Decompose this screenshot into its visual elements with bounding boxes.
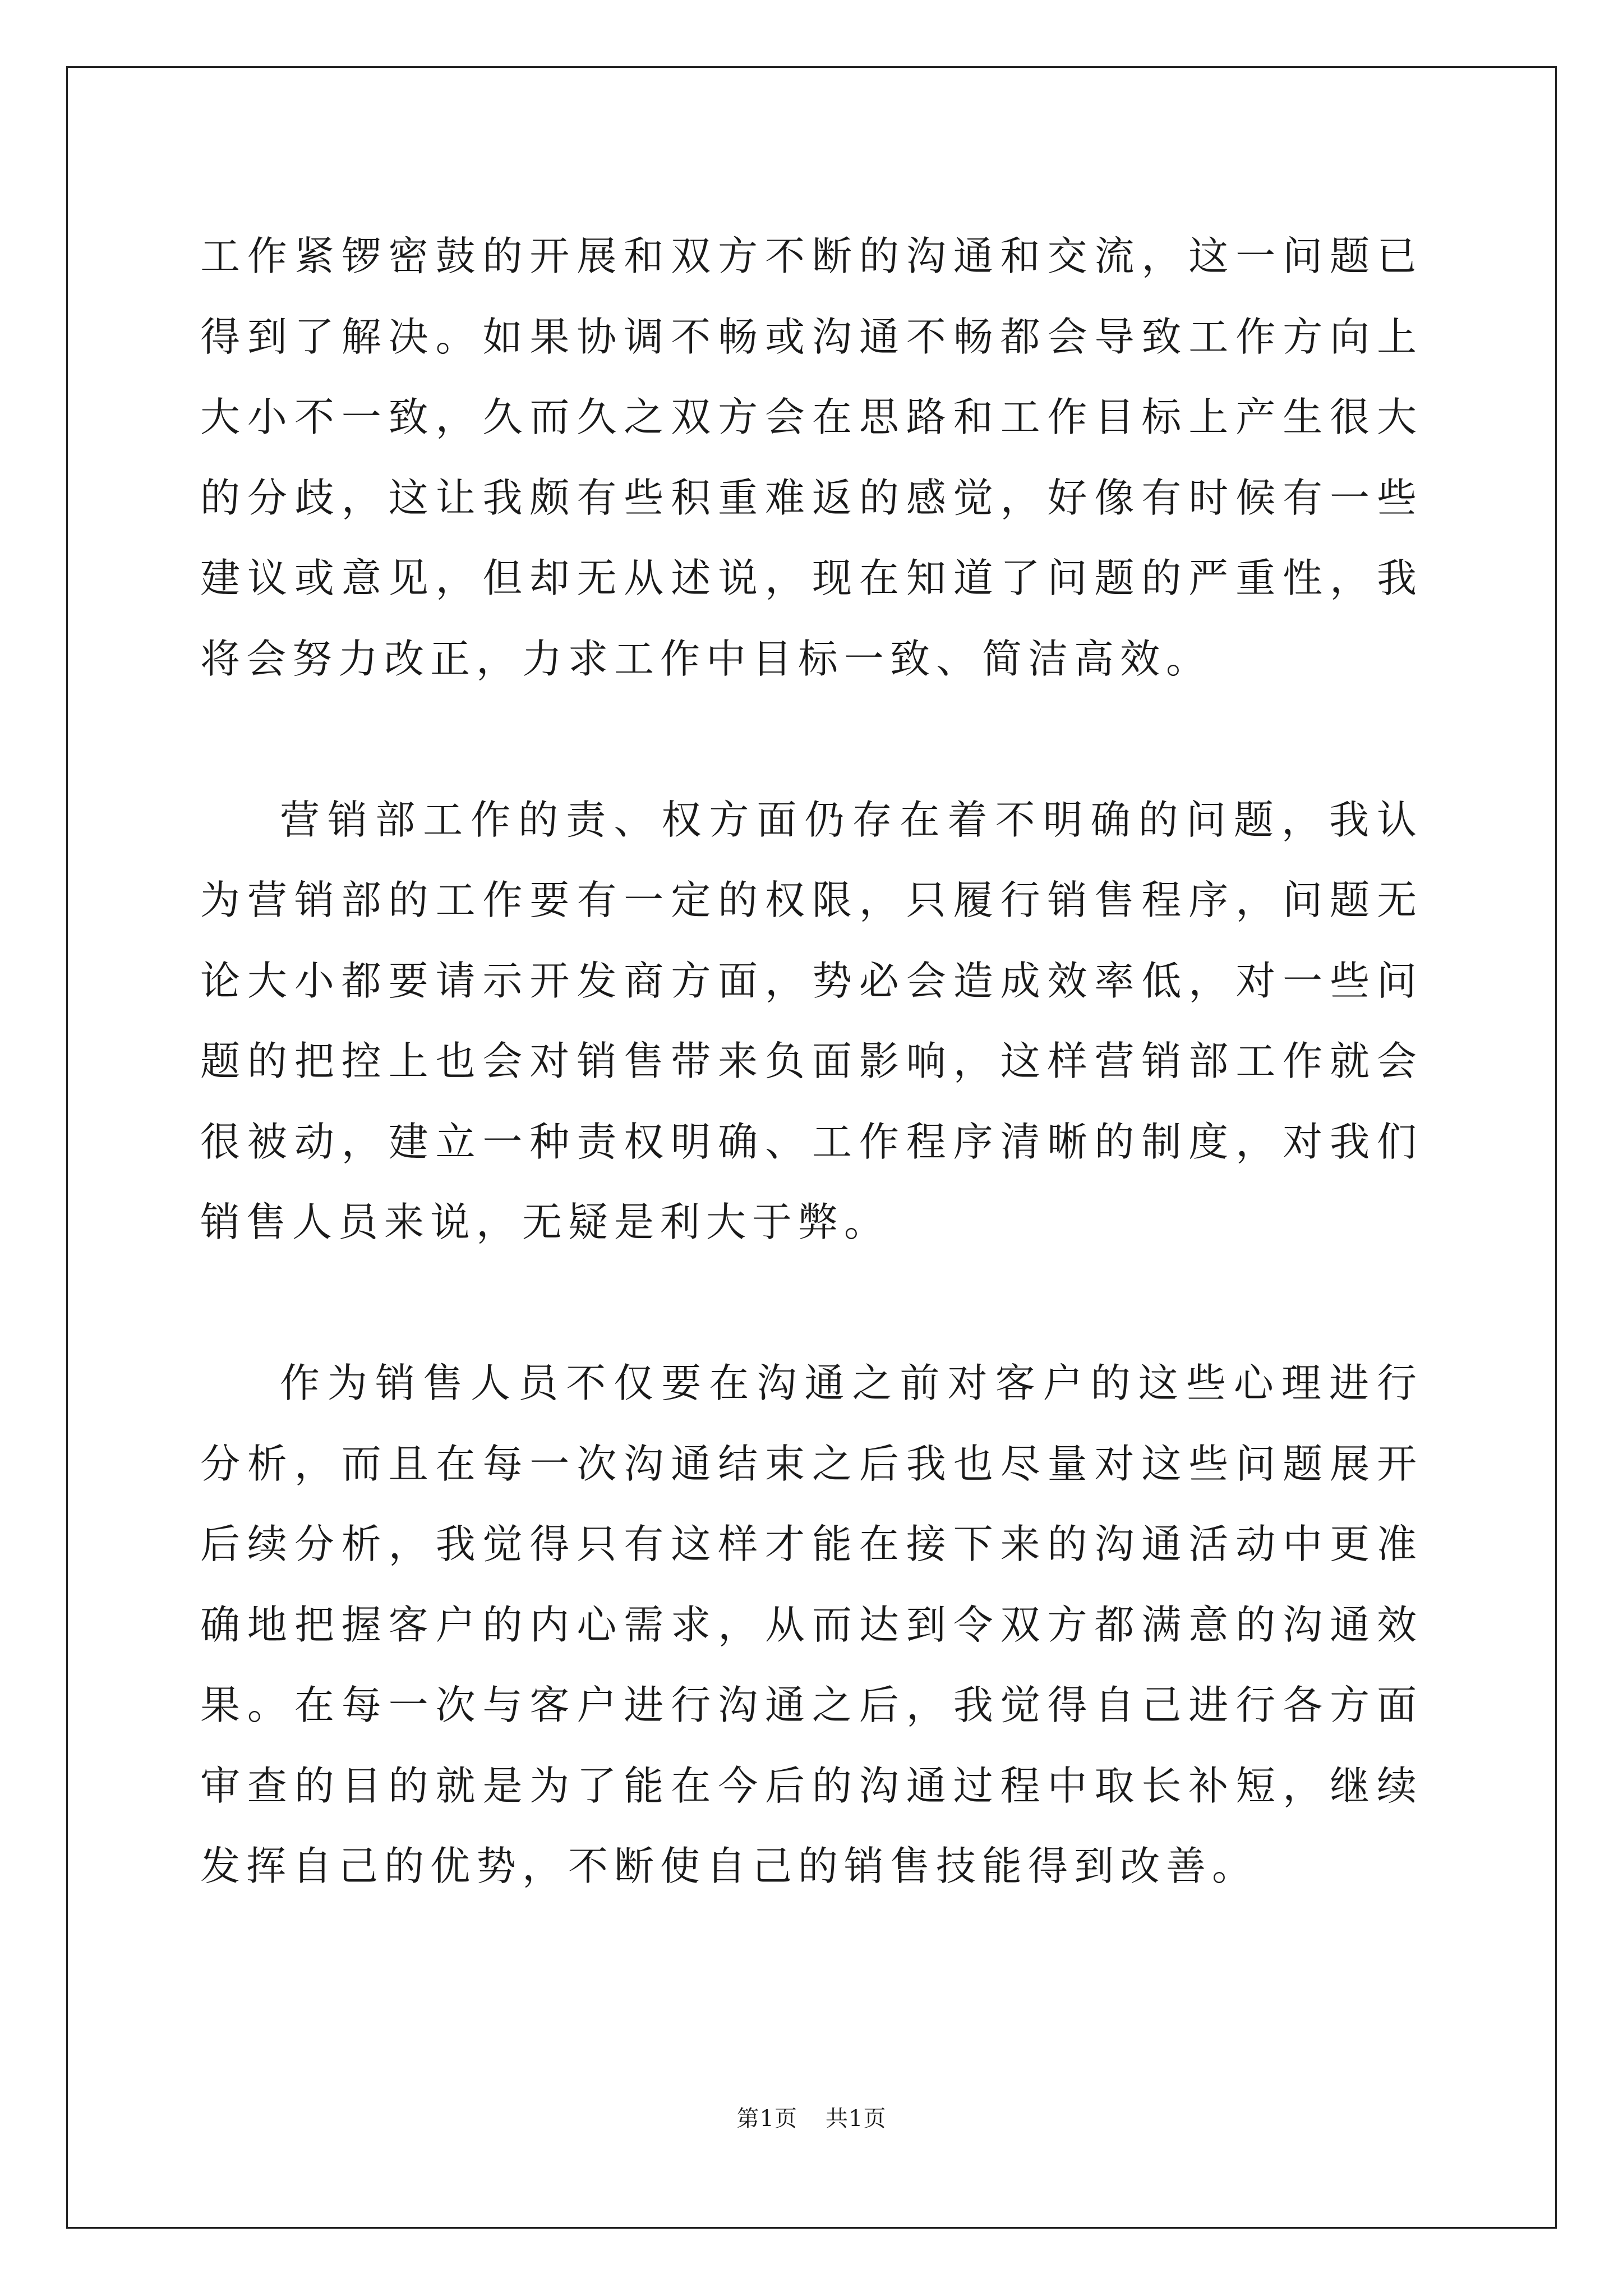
document-body <box>200 216 1423 1907</box>
paragraph-2: 营销部工作的责、权方面仍存在着不明确的问题，我认为营销部的工作要有一定的权限，只履行销售程序，问题无论大小都要请示开发商方面，势必会造成效率低，对一些问题的把控上也会对销售带来负面影响，这样营销部工作就会很被动，建立一种责权明确、工作程序清晰的制度，对我们销售人员来说，无疑是利大于弊。 <box>200 796 1423 1245</box>
page-footer <box>0 2105 1623 2133</box>
page-number: 第1页 <box>736 2106 797 2132</box>
paragraph-1: 工作紧锣密鼓的开展和双方不断的沟通和交流，这一问题已得到了解决。如果协调不畅或沟通不畅都会导致工作方向上大小不一致，久而久之双方会在思路和工作目标上产生很大的分歧，这让我颇有些积重难返的感觉，好像有时候有一些建议或意见，但却无从述说，现在知道了问题的严重性，我将会努力改正，力求工作中目标一致、简洁高效。 <box>200 233 1423 682</box>
paragraph-3: 作为销售人员不仅要在沟通之前对客户的这些心理进行分析，而且在每一次沟通结束之后我也尽量对这些问题展开后续分析，我觉得只有这样才能在接下来的沟通活动中更准确地把握客户的内心需求，从而达到令双方都满意的沟通效果。在每一次与客户进行沟通之后，我觉得自己进行各方面审查的目的就是为了能在今后的沟通过程中取长补短，继续发挥自己的优势，不断使自己的销售技能得到改善。 <box>200 1360 1423 1889</box>
total-pages: 共1页 <box>826 2106 887 2132</box>
